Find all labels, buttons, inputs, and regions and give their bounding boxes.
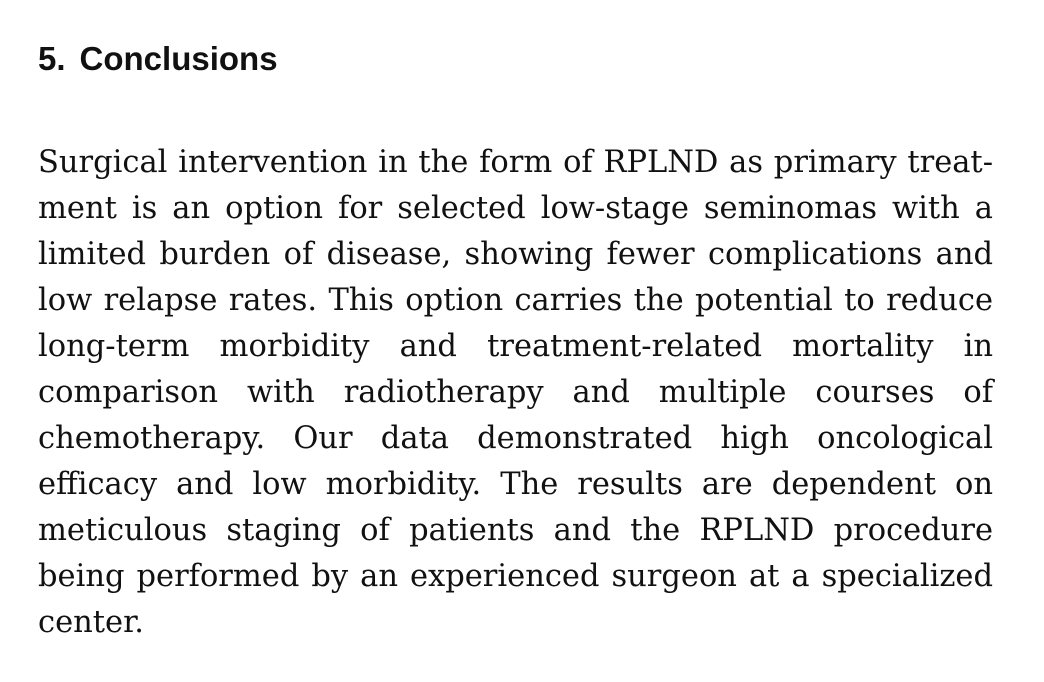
article-section [38, 36, 993, 646]
section-title: Conclusions [79, 40, 278, 77]
section-number: 5. [38, 40, 66, 77]
body-paragraph: Surgical intervention in the form of RPLND as primary treatment is an option for selected low-stage seminomas with a limited burden of disease, showing fewer complications and low relapse rates. This option carries the potential to reduce long-term morbidity and treatment-related mortality in comparison with radiotherapy and multiple courses of chemotherapy. Our data demonstrated high oncological efficacy and low morbidity. The results are dependent on meticulous staging of patients and the RPLND procedure being performed by an experienced surgeon at a specialized center. [38, 145, 993, 640]
section-heading [38, 36, 993, 82]
